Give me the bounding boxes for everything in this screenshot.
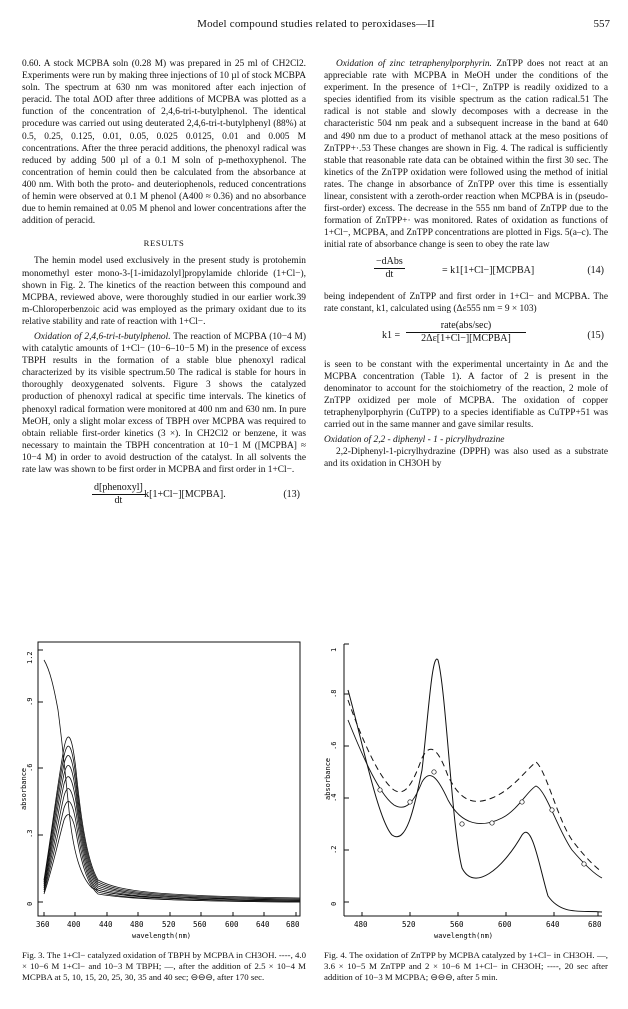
zntpp-subhead: Oxidation of zinc tetraphenylporphyrin. [336, 59, 492, 69]
fig4-curve-5min [348, 720, 602, 878]
left-column [22, 58, 306, 518]
fig3-xtick-4: 520 [162, 920, 176, 929]
methods-paragraph: 0.60. A stock MCPBA soln (0.28 M) was prepared in 25 ml of CH2Cl2. Experiments were run by making three injections of 10 µl of stock MCBPA soln. The spectrum at 630 nm was monitored after each injection of peracid. The total ΔOD after three additions of MCPBA was plotted as a function of the concentration of 2,4,6-tri-t-butylphenol. The identical procedure was carried out using deuterated 2,4,6-tri-t-butylphenyl (88%) at 0.5, 0.25, 0.125, 0.01, 0.05, 0.025 0.0125, 0.01 and 0.005 M concentrations. After the three peracid additions, the phenoxyl radical was reduced by adding 500 µl of a 0.1 M soln of p-methoxyphenol. The concentration of hemin could then be calculated from the absorbance at 400 nm. With both the proto- and deuteriophenols, reduced concentrations of hemin were observed at 0.1 M phenol (A400 ≈ 0.36) and no absorbance due to hemin remained at 0.05 M phenol and lower concentrations after the addition of peracid. [22, 59, 306, 227]
eq14-rhs: = k1[1+Cl−][MCPBA] [442, 264, 535, 276]
fig3-xtick-1: 400 [67, 920, 81, 929]
fig4-xtick-4: 640 [546, 920, 560, 929]
fig4-ytick-2: .4 [330, 793, 338, 802]
fig4-x-axis-label: wavelength(nm) [434, 932, 494, 940]
fig4-ytick-3: .6 [330, 741, 338, 750]
tbph-paragraph [22, 331, 306, 476]
eq13-number: (13) [283, 489, 300, 501]
fig4-ytick-1: .2 [330, 845, 338, 854]
fig4-xtick-1: 520 [402, 920, 416, 929]
fig3-xtick-2: 440 [99, 920, 113, 929]
fig4-xtick-3: 600 [498, 920, 512, 929]
page-number: 557 [593, 18, 610, 30]
zntpp-paragraph [324, 58, 608, 252]
results-intro-paragraph: The hemin model used exclusively in the present study is protohemin monomethyl ester mono-3-[1-imidazolyl]propylamide chloride (1+Cl−), shown in Fig. 2. The kinetics of the reaction between this compound and MCPBA, reviewed above, were thoroughly studied in our earlier work.39 m-Chloroperbenzoic acid was employed as the primary oxidant due to its relative stability and rate of reaction with 1+Cl−. [22, 256, 306, 327]
fig3-ytick-3: .9 [26, 697, 34, 706]
fig3-ytick-0: 0 [26, 901, 34, 906]
fig4-curve-initial [348, 659, 602, 912]
eq15-denominator: 2Δε[1+Cl−][MCPBA] [421, 332, 511, 344]
fig4-x-ticks [362, 912, 598, 916]
eq13-numerator: d[phenoxyl] [92, 482, 145, 495]
eq14-denominator: dt [385, 268, 394, 280]
fig4-y-ticks [344, 644, 349, 902]
eq15-numerator: rate(abs/sec) [406, 320, 526, 333]
eq13-rhs: = k[1+Cl−][MCPBA]. [136, 489, 226, 501]
fig4-y-axis-label: absorbance [324, 757, 332, 800]
fig4-xtick-2: 560 [450, 920, 464, 929]
zntpp-text: ZnTPP does not react at an appreciable rate with MCPBA in MeOH under the conditions of the experiment. In the presence of 1+Cl−, ZnTPP is readily oxidized to a species identified from its visible spectrum as the cation radical.51 The radical is not stable and slowly decomposes with a decrease in the characteristic 504 nm peak and a subsequent increase in the band at 640 and 490 nm due to a product of methanol attack at the meso positions of ZnTPP+·.53 These changes are shown in Fig. 4. The radical is sufficiently stable that reasonable rate data can be obtained within the first 30 sec. The kinetics of the ZnTPP oxidation were followed using the method of initial rates. The change in absorbance of ZnTPP over this time is essentially linear, consistent with a zeroth-order reaction when MCPBA is in (pseudo-first-order) excess. The decrease in the 555 nm band of ZnTPP due to the formation of ZnTPP+· was monitored. Rates of oxidation as functions of 1+Cl−, MCPBA, and ZnTPP concentrations are plotted in Figs. 5(a–c). The initial rate of absorbance change is seen to obey the rate law [324, 59, 608, 251]
fig4-curve-20s [348, 700, 602, 872]
results-heading: RESULTS [143, 238, 185, 249]
running-title: Model compound studies related to peroxidases—II [197, 18, 435, 30]
fig3-x-axis-label: wavelength(nm) [132, 932, 192, 940]
rate-constant-paragraph: being independent of ZnTPP and first order in 1+Cl− and MCPBA. The rate constant, k1, calculated using (Δε555 nm = 9 × 103) [324, 291, 608, 314]
eq14-numerator: −dAbs [374, 256, 405, 269]
fig3-xtick-7: 640 [256, 920, 270, 929]
fig3-curves [44, 660, 300, 902]
fig3-x-ticks [44, 912, 296, 916]
figure-4-caption: Fig. 4. The oxidation of ZnTPP by MCPBA catalyzed by 1+Cl− in CH3OH. —, 3.6 × 10−5 M ZnTPP and 2 × 10−6 M 1+Cl− in CH3OH; ----, 20 sec after addition of 10−3 M MCPBA; ⊖⊖⊖, after 5 min. [324, 950, 608, 982]
fig4-xtick-0: 480 [354, 920, 368, 929]
fig3-ytick-1: .3 [26, 829, 34, 838]
fig3-curve-170s [44, 660, 300, 901]
tbph-text: The reaction of MCPBA (10−4 M) with catalytic amounts of 1+Cl− (10−6–10−5 M) in the presence of excess TBPH results in the formation of a stable blue phenoxyl radical characterized by its visible spectrum.50 The radical is stable for hours in thoroughly deoxygenated solvents. Figure 3 shows the catalyzed production of phenoxyl radical at specific time intervals. The kinetics of phenoxyl radical formation were monitored at 400 nm and 630 nm. In pure MeOH, only a slight molar excess of TBPH over MCPBA was required to obtain reliable first-order kinetics (3 ×). In CH2Cl2 or benzene, it was necessary to maintain the TBPH concentration at 10−1 M ([MCPBA] ≈ 10−4 M) in order to avoid destruction of the catalyst. In all solvents the rate law was shown to be first order in MCPBA and first order in 1+Cl−. [22, 331, 306, 475]
eq15-number: (15) [587, 329, 604, 341]
eq13-denominator: dt [114, 495, 123, 507]
tbph-subhead: Oxidation of 2,4,6-tri-t-butylphenol. [34, 331, 171, 342]
fig3-y-axis-label: absorbance [20, 767, 28, 810]
fig3-ytick-2: .6 [26, 763, 34, 772]
fig4-ytick-0: 0 [330, 901, 338, 906]
fig4-xtick-5: 680 [588, 920, 602, 929]
figure-3-caption: Fig. 3. The 1+Cl− catalyzed oxidation of TBPH by MCPBA in CH3OH. ----, 4.0 × 10−6 M 1+Cl− and 10−3 M TBPH; —, after the addition of 2.5 × 10−4 M MCPBA at 5, 10, 15, 20, 25, 30, 35 and 40 sec; ⊖⊖⊖, after 170 sec. [22, 950, 306, 982]
dpph-paragraph [324, 434, 608, 470]
equation-13 [22, 480, 306, 514]
fig3-ytick-4: 1.2 [26, 651, 34, 664]
fig4-ytick-4: .8 [330, 689, 338, 698]
figure-4-plot [322, 630, 612, 948]
fig3-xtick-8: 680 [286, 920, 300, 929]
fig3-xtick-0: 360 [36, 920, 50, 929]
fig3-xtick-3: 480 [130, 920, 144, 929]
equation-15 [324, 319, 608, 355]
right-column [324, 58, 608, 474]
stoichiometry-paragraph: is seen to be constant with the experimental uncertainty in Δε and the MCPBA concentration (Table 1). A factor of 2 is present in the denominator to account for the stoichiometry of the reaction, 2 mole of ZnTPP oxidized per mole of MCPBA. The oxidation of copper tetraphenylporphyrin (CuTPP) to a species identifiable as CuTPP+51 was carried out in the same manner and gave similar results. [324, 359, 608, 431]
figure-3 [20, 630, 310, 948]
eq15-lhs: k1 = [382, 329, 401, 341]
figure-3-plot [20, 630, 310, 948]
fig4-ytick-5: 1 [330, 647, 338, 652]
fig3-xtick-6: 600 [225, 920, 239, 929]
dpph-text: 2,2-Diphenyl-1-picrylhydrazine (DPPH) was also used as a substrate and its oxidation in CH3OH by [324, 447, 608, 470]
page-header [22, 18, 610, 34]
equation-14 [324, 255, 608, 289]
fig3-y-ticks [38, 650, 43, 902]
dpph-subhead: Oxidation of 2,2 - diphenyl - 1 - picrylhydrazine [324, 435, 505, 446]
fig3-xtick-5: 560 [193, 920, 207, 929]
figure-4 [322, 630, 612, 948]
eq14-number: (14) [587, 264, 604, 276]
eq14-fraction [374, 256, 405, 281]
eq15-fraction [406, 320, 526, 345]
